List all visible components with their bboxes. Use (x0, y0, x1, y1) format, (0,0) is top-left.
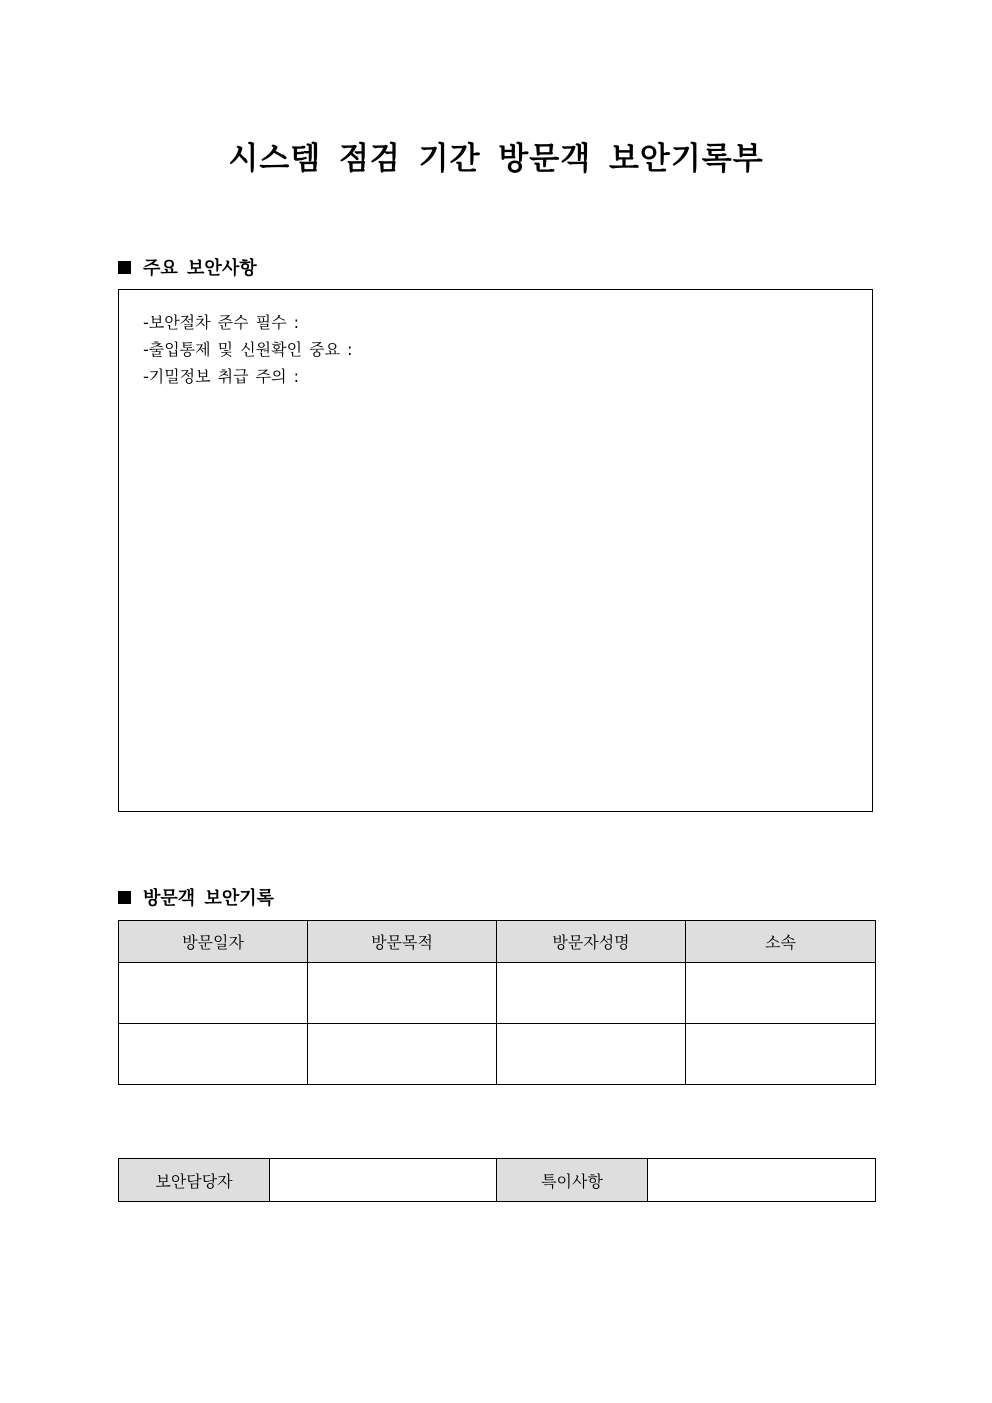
cell-visit-purpose[interactable] (308, 963, 497, 1024)
visitor-log-heading-text: 방문객 보안기록 (143, 888, 274, 909)
square-bullet-icon (118, 261, 131, 274)
table-row (119, 963, 876, 1024)
column-header-visit-date: 방문일자 (119, 921, 308, 963)
note-line-confidential: -기밀정보 취급 주의 : (143, 367, 300, 386)
sign-off-row (119, 1159, 876, 1202)
cell-visitor-name[interactable] (497, 963, 686, 1024)
column-header-affiliation: 소속 (686, 921, 876, 963)
visitor-log-table (118, 920, 876, 1085)
cell-visit-purpose[interactable] (308, 1024, 497, 1085)
column-header-visit-purpose: 방문목적 (308, 921, 497, 963)
security-officer-field[interactable] (270, 1159, 497, 1202)
security-notes-heading-text: 주요 보안사항 (143, 258, 257, 279)
cell-visitor-name[interactable] (497, 1024, 686, 1085)
table-header-row (119, 921, 876, 963)
remarks-field[interactable] (648, 1159, 876, 1202)
sign-off-table (118, 1158, 876, 1202)
remarks-label: 특이사항 (497, 1159, 648, 1202)
cell-affiliation[interactable] (686, 963, 876, 1024)
visitor-log-heading (118, 884, 274, 910)
security-officer-label: 보안담당자 (119, 1159, 270, 1202)
document-title: 시스템 점검 기간 방문객 보안기록부 (228, 141, 764, 177)
note-line-procedure: -보안절차 준수 필수 : (143, 313, 300, 332)
cell-affiliation[interactable] (686, 1024, 876, 1085)
column-header-visitor-name: 방문자성명 (497, 921, 686, 963)
cell-visit-date[interactable] (119, 1024, 308, 1085)
security-notes-heading (118, 254, 257, 280)
security-notes-box[interactable] (118, 289, 873, 812)
note-line-access-control: -출입통제 및 신원확인 중요 : (143, 340, 353, 359)
cell-visit-date[interactable] (119, 963, 308, 1024)
square-bullet-icon (118, 891, 131, 904)
table-row (119, 1024, 876, 1085)
